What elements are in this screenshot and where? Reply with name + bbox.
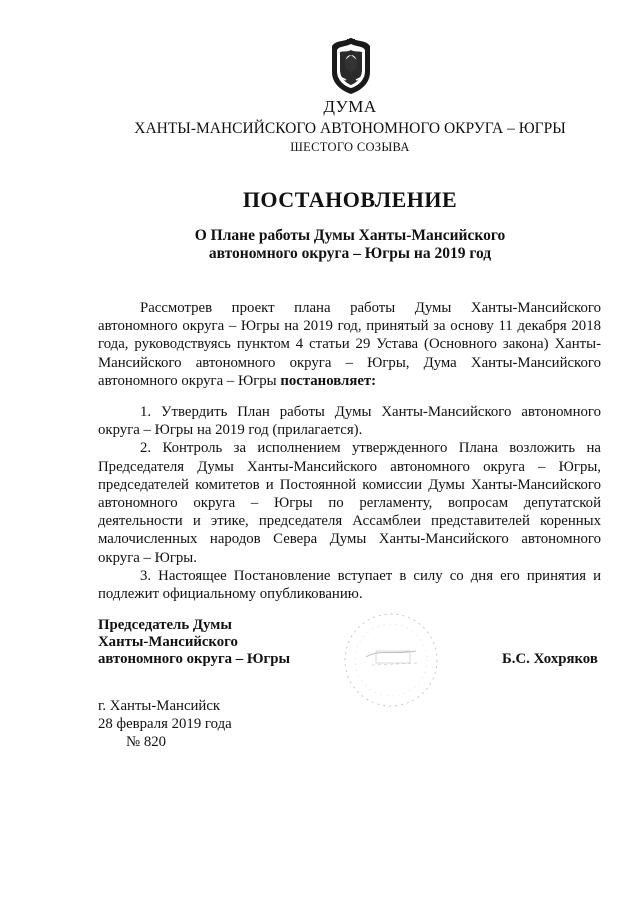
signatory-title	[98, 617, 290, 668]
preamble-paragraph	[98, 299, 601, 390]
document-subject	[0, 227, 640, 263]
signatory-title-line-3: автономного округа – Югры	[98, 651, 291, 667]
organization-title: ДУМА	[323, 97, 377, 116]
official-stamp-icon	[336, 605, 446, 715]
resolution-item-3: 3. Настоящее Постановление вступает в силу со дня его принятия и подлежит официальному опубликованию.	[98, 567, 601, 603]
city: г. Ханты-Мансийск	[98, 698, 221, 714]
resolves-word: постановляет:	[280, 372, 377, 389]
convocation: ШЕСТОГО СОЗЫВА	[290, 140, 410, 154]
document-type: ПОСТАНОВЛЕНИЕ	[242, 187, 458, 212]
resolution-item-2: 2. Контроль за исполнением утвержденного Плана возложить на Председателя Думы Ханты-Мансийского автономного округа – Югры, председателей комитетов и Постоянной комиссии Думы Ханты-Мансийского автономного округа – Югры по регламенту, вопросам депутатской деятельности и этике, председателя Ассамблеи представителей коренных малочисленных народов Севера Думы Ханты-Мансийского автономного округа – Югры.	[98, 440, 601, 566]
coat-of-arms-icon	[328, 36, 374, 96]
subject-line-1: О Плане работы Думы Ханты-Мансийского	[194, 227, 506, 244]
date: 28 февраля 2019 года	[98, 716, 232, 732]
signatory-title-line-1: Председатель Думы	[98, 617, 232, 633]
region-name: ХАНТЫ-МАНСИЙСКОГО АВТОНОМНОГО ОКРУГА – ЮГРЫ	[134, 120, 566, 137]
place-date-number	[98, 697, 232, 751]
resolution-items	[98, 403, 601, 603]
preamble	[98, 299, 601, 390]
resolution-item-1: 1. Утвердить План работы Думы Ханты-Мансийского автономного округа – Югры на 2019 год (прилагается).	[98, 404, 601, 439]
signatory-name: Б.С. Хохряков	[502, 651, 598, 667]
document-number: № 820	[126, 734, 167, 750]
subject-line-2: автономного округа – Югры на 2019 год	[208, 245, 492, 262]
signatory-title-line-2: Ханты-Мансийского	[98, 634, 238, 650]
preamble-text: Рассмотрев проект плана работы Думы Ханты-Мансийского автономного округа – Югры на 2019 год, принятый за основу 11 декабря 2018 года, руководствуясь пунктом 4 статьи 29 Устава (Основного закона) Ханты-Мансийского автономного округа – Югры, Дума Ханты-Мансийского автономного округа – Югры	[98, 300, 601, 389]
